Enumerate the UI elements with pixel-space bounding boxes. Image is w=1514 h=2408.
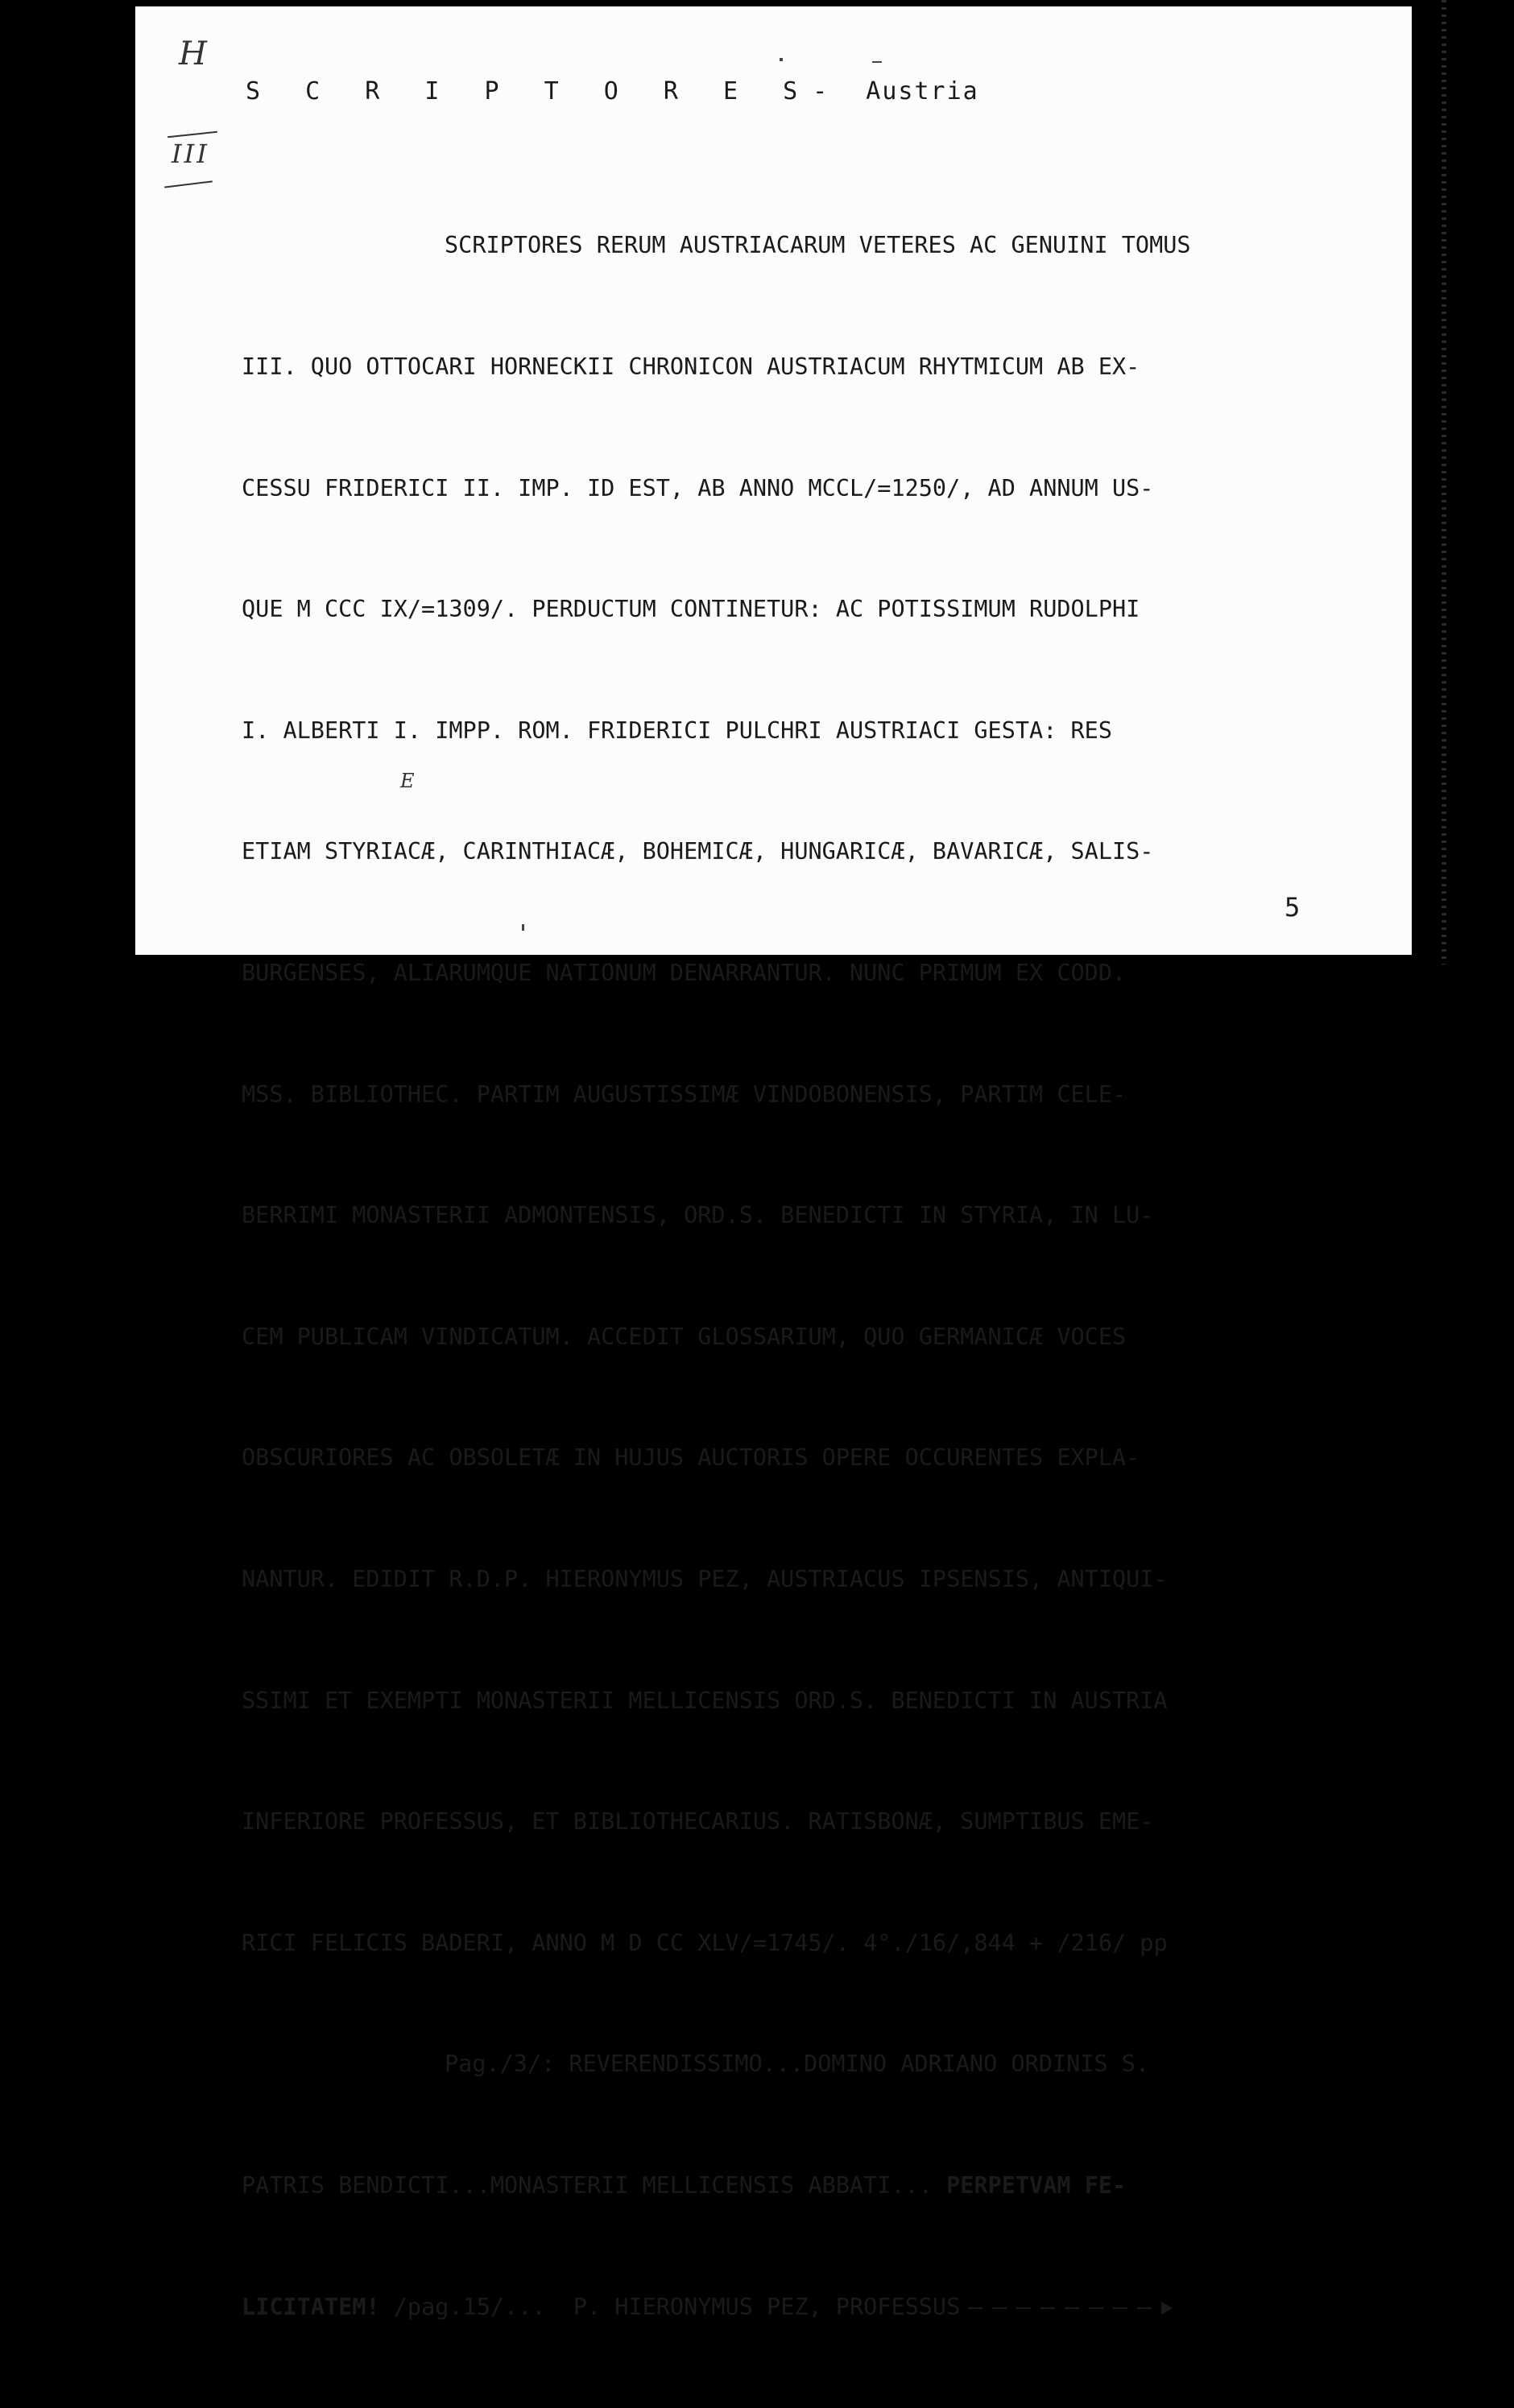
dedication-line: [242, 2166, 1191, 2206]
continuation-arrow-icon: [968, 2307, 1169, 2309]
dedication-text: PATRIS BENDICTI...MONASTERII MELLICENSIS ABBATI...: [242, 2171, 933, 2199]
entry-line: III. QUO OTTOCARI HORNECKII CHRONICON AUSTRIACUM RHYTMICUM AB EX-: [242, 353, 1140, 380]
entry-line: QUE M CCC IX/=1309/. PERDUCTUM CONTINETUR: AC POTISSIMUM RUDOLPHI: [242, 596, 1140, 623]
entry-line: MSS. BIBLIOTHEC. PARTIM AUGUSTISSIMÆ VINDOBONENSIS, PARTIM CELE-: [242, 1080, 1127, 1108]
entry-line: INFERIORE PROFESSUS, ET BIBLIOTHECARIUS. RATISBONÆ, SUMPTIBUS EME-: [242, 1808, 1154, 1836]
margin-note-numeral: III: [172, 138, 209, 169]
bibliographic-entry: [242, 145, 1191, 2408]
entry-line: CESSU FRIDERICI II. IMP. ID EST, AB ANNO MCCL/=1250/, AD ANNUM US-: [242, 474, 1154, 502]
entry-line: NANTUR. EDIDIT R.D.P. HIERONYMUS PEZ, AUSTRIACUS IPSENSIS, ANTIQUI-: [242, 1565, 1168, 1592]
entry-line: SCRIPTORES RERUM AUSTRIACARUM VETERES AC GENUINI TOMUS: [445, 232, 1191, 259]
heading-region: Austria: [866, 77, 979, 105]
entry-line: CEM PUBLICAM VINDICATUM. ACCEDIT GLOSSARIUM, QUO GERMANICÆ VOCES: [242, 1323, 1127, 1350]
margin-note-letter: H: [179, 35, 207, 72]
entry-line: RICI FELICIS BADERI, ANNO M D CC XLV/=1745/. 4°./16/,844 + /216/ pp: [242, 1929, 1168, 1956]
entry-line: SSIMI ET EXEMPTI MONASTERII MELLICENSIS ORD.S. BENEDICTI IN AUSTRIA: [242, 1687, 1168, 1714]
dedication-text: /pag.15/... P. HIERONYMUS PEZ, PROFESSUS: [379, 2293, 961, 2320]
scan-edge-artifact: [1442, 0, 1446, 964]
heading-dash: -: [813, 77, 829, 105]
card-heading: [246, 77, 979, 105]
dedication-line: [242, 2287, 1191, 2327]
heading-title: S C R I P T O R E S: [246, 77, 813, 105]
entry-line: BURGENSES, ALIARUMQUE NATIONUM DENARRANTUR. NUNC PRIMUM EX CODD.: [242, 959, 1127, 986]
dedication-line: Pag./3/: REVERENDISSIMO...DOMINO ADRIANO ORDINIS S.: [445, 2051, 1150, 2078]
entry-line: OBSCURIORES AC OBSOLETÆ IN HUJUS AUCTORIS OPERE OCCURENTES EXPLA-: [242, 1444, 1140, 1472]
dedication-bold-text: PERPETVAM FE-: [946, 2171, 1127, 2199]
scan-speck: [872, 61, 882, 63]
scan-speck: [780, 58, 783, 61]
entry-line: ETIAM STYRIACÆ, CARINTHIACÆ, BOHEMICÆ, HUNGARICÆ, BAVARICÆ, SALIS-: [242, 838, 1154, 865]
dedication-bold-text: LICITATEM!: [242, 2293, 380, 2320]
handwritten-correction: E: [400, 770, 415, 792]
entry-line: BERRIMI MONASTERII ADMONTENSIS, ORD.S. BENEDICTI IN STYRIA, IN LU-: [242, 1202, 1154, 1229]
entry-line: I. ALBERTI I. IMPP. ROM. FRIDERICI PULCHRI AUSTRIACI GESTA: RES: [242, 717, 1112, 744]
page-number: 5: [1284, 892, 1301, 923]
